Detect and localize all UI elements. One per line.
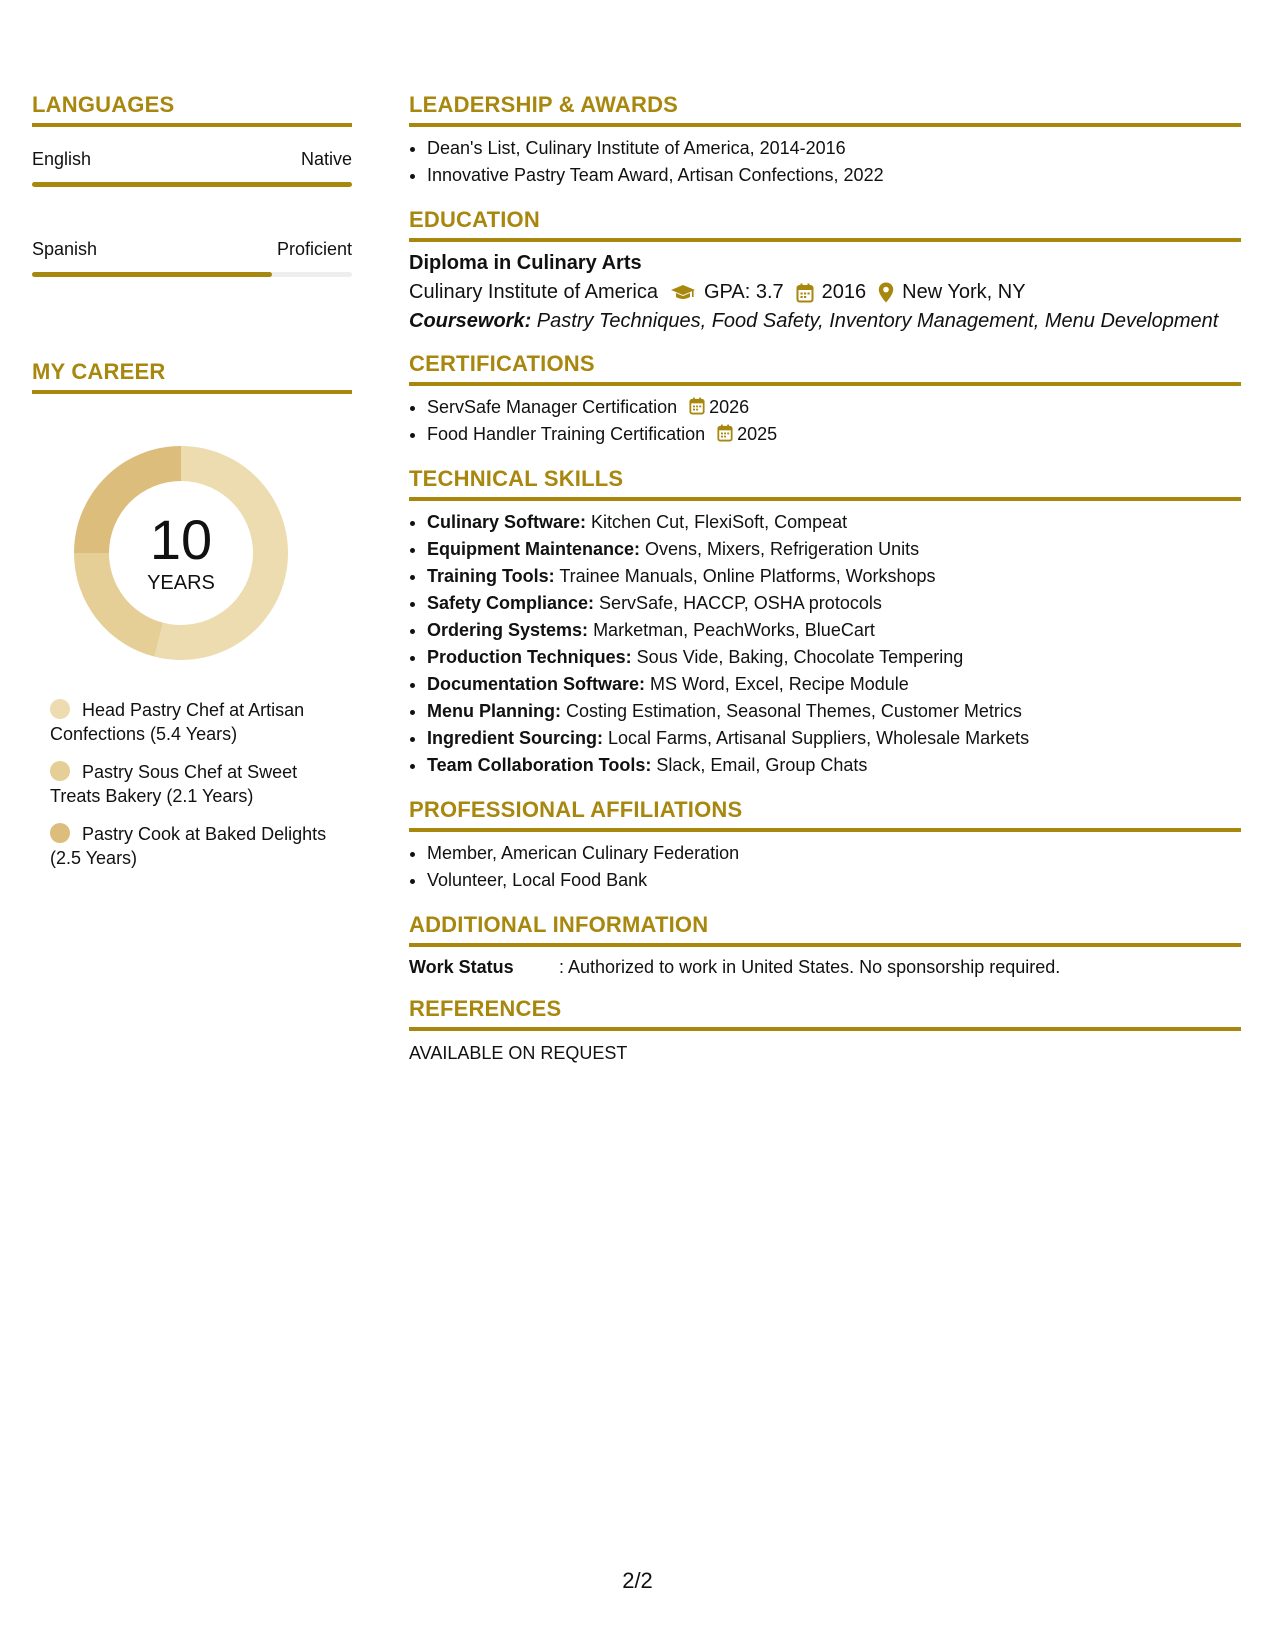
leadership-item: • Dean's List, Culinary Institute of America, 2014-2016 — [427, 135, 1241, 162]
skill-item — [427, 698, 1241, 725]
work-status-label: Work Status — [409, 957, 514, 977]
languages-section — [32, 92, 352, 277]
career-total-unit: YEARS — [147, 572, 215, 594]
career-donut-chart — [66, 438, 296, 668]
certification-name: Food Handler Training Certification — [427, 424, 706, 444]
additional-info-section — [409, 912, 1241, 978]
skill-label: Production Techniques: — [427, 647, 632, 667]
skill-item — [427, 644, 1241, 671]
career-role-label: Head Pastry Chef at Artisan Confections (5.4 Years) — [50, 700, 305, 744]
skill-label: Team Collaboration Tools: — [427, 755, 652, 775]
references-section — [409, 996, 1241, 1064]
language-proficiency-fill — [32, 182, 352, 187]
skill-value: Slack, Email, Group Chats — [651, 755, 868, 775]
references-text: AVAILABLE ON REQUEST — [409, 1043, 628, 1063]
career-legend-item — [50, 698, 352, 746]
work-status-row — [409, 957, 1241, 978]
skill-item — [427, 725, 1241, 752]
skill-label: Ordering Systems: — [427, 620, 589, 640]
skill-item — [427, 563, 1241, 590]
right-column — [409, 92, 1241, 1082]
education-section — [409, 207, 1241, 333]
references-title: REFERENCES — [409, 996, 1241, 1031]
donut-center — [66, 438, 296, 668]
certification-name: ServSafe Manager Certification — [427, 397, 678, 417]
skill-item — [427, 590, 1241, 617]
education-school: Culinary Institute of America — [409, 281, 658, 303]
career-legend — [50, 698, 352, 870]
leadership-list — [409, 135, 1241, 189]
skill-value: Sous Vide, Baking, Chocolate Tempering — [631, 647, 964, 667]
certification-list — [409, 394, 1241, 448]
education-degree: Diploma in Culinary Arts — [409, 252, 642, 274]
language-level: Proficient — [276, 239, 352, 259]
skill-value: Ovens, Mixers, Refrigeration Units — [640, 539, 920, 559]
career-legend-item — [50, 822, 352, 870]
skill-label: Equipment Maintenance: — [427, 539, 641, 559]
education-location: New York, NY — [902, 281, 1026, 303]
page-number: 2/2 — [622, 1568, 653, 1593]
legend-dot-icon — [50, 761, 70, 781]
education-year: 2016 — [821, 281, 867, 303]
calendar-icon — [717, 424, 733, 442]
education-title: EDUCATION — [409, 207, 1241, 242]
career-legend-item — [50, 760, 352, 808]
language-row — [32, 239, 352, 260]
education-gpa: GPA: 3.7 — [704, 281, 784, 303]
career-role-label: Pastry Sous Chef at Sweet Treats Bakery (2.1 Years) — [50, 762, 298, 806]
language-name: English — [32, 149, 92, 169]
skill-value: ServSafe, HACCP, OSHA protocols — [594, 593, 882, 613]
skills-list — [409, 509, 1241, 779]
calendar-icon — [689, 397, 705, 415]
work-status-value: : Authorized to work in United States. No sponsorship required. — [559, 957, 1061, 977]
skills-section — [409, 466, 1241, 779]
skill-value: Local Farms, Artisanal Suppliers, Wholesale Markets — [603, 728, 1030, 748]
leadership-section — [409, 92, 1241, 189]
language-level: Native — [300, 149, 352, 169]
languages-title: LANGUAGES — [32, 92, 352, 127]
skill-label: Menu Planning: — [427, 701, 561, 721]
additional-info-title: ADDITIONAL INFORMATION — [409, 912, 1241, 947]
affiliation-item: • Volunteer, Local Food Bank — [427, 867, 1241, 894]
language-name: Spanish — [32, 239, 98, 259]
language-proficiency-bar — [32, 272, 352, 277]
affiliations-list — [409, 840, 1241, 894]
skill-label: Culinary Software: — [427, 512, 587, 532]
skill-item — [427, 671, 1241, 698]
certification-year: 2026 — [709, 397, 750, 417]
calendar-icon — [796, 283, 814, 303]
skill-value: Marketman, PeachWorks, BlueCart — [588, 620, 875, 640]
affiliations-title: PROFESSIONAL AFFILIATIONS — [409, 797, 1241, 832]
certifications-section — [409, 351, 1241, 448]
affiliations-section — [409, 797, 1241, 894]
skill-label: Ingredient Sourcing: — [427, 728, 604, 748]
skill-value: Kitchen Cut, FlexiSoft, Compeat — [586, 512, 848, 532]
career-total-years: 10 — [149, 508, 213, 571]
skill-item — [427, 617, 1241, 644]
certification-year: 2025 — [737, 424, 778, 444]
skill-item — [427, 509, 1241, 536]
education-coursework — [409, 310, 1241, 333]
graduation-cap-icon — [670, 284, 696, 302]
language-spacer — [32, 187, 352, 217]
coursework-value: Pastry Techniques, Food Safety, Inventory Management, Menu Development — [531, 310, 1219, 332]
leadership-item: • Innovative Pastry Team Award, Artisan Confections, 2022 — [427, 162, 1241, 189]
legend-dot-icon — [50, 823, 70, 843]
education-details — [409, 281, 1241, 304]
leadership-title: LEADERSHIP & AWARDS — [409, 92, 1241, 127]
career-section — [32, 359, 352, 870]
certification-item — [427, 421, 1241, 448]
skill-item — [427, 536, 1241, 563]
skill-value: Trainee Manuals, Online Platforms, Workshops — [554, 566, 936, 586]
left-column — [32, 92, 352, 884]
certifications-title: CERTIFICATIONS — [409, 351, 1241, 386]
skill-label: Training Tools: — [427, 566, 555, 586]
certification-item — [427, 394, 1241, 421]
skill-label: Documentation Software: — [427, 674, 646, 694]
legend-dot-icon — [50, 699, 70, 719]
skill-value: Costing Estimation, Seasonal Themes, Customer Metrics — [561, 701, 1022, 721]
career-title: MY CAREER — [32, 359, 352, 394]
language-list — [32, 149, 352, 277]
career-role-label: Pastry Cook at Baked Delights (2.5 Years) — [50, 824, 327, 868]
language-proficiency-fill — [32, 272, 272, 277]
skill-item — [427, 752, 1241, 779]
skill-value: MS Word, Excel, Recipe Module — [645, 674, 909, 694]
location-pin-icon — [878, 282, 894, 303]
language-row — [32, 149, 352, 170]
affiliation-item: • Member, American Culinary Federation — [427, 840, 1241, 867]
language-proficiency-bar — [32, 182, 352, 187]
skill-label: Safety Compliance: — [427, 593, 595, 613]
skills-title: TECHNICAL SKILLS — [409, 466, 1241, 501]
coursework-label: Coursework: — [409, 310, 532, 332]
